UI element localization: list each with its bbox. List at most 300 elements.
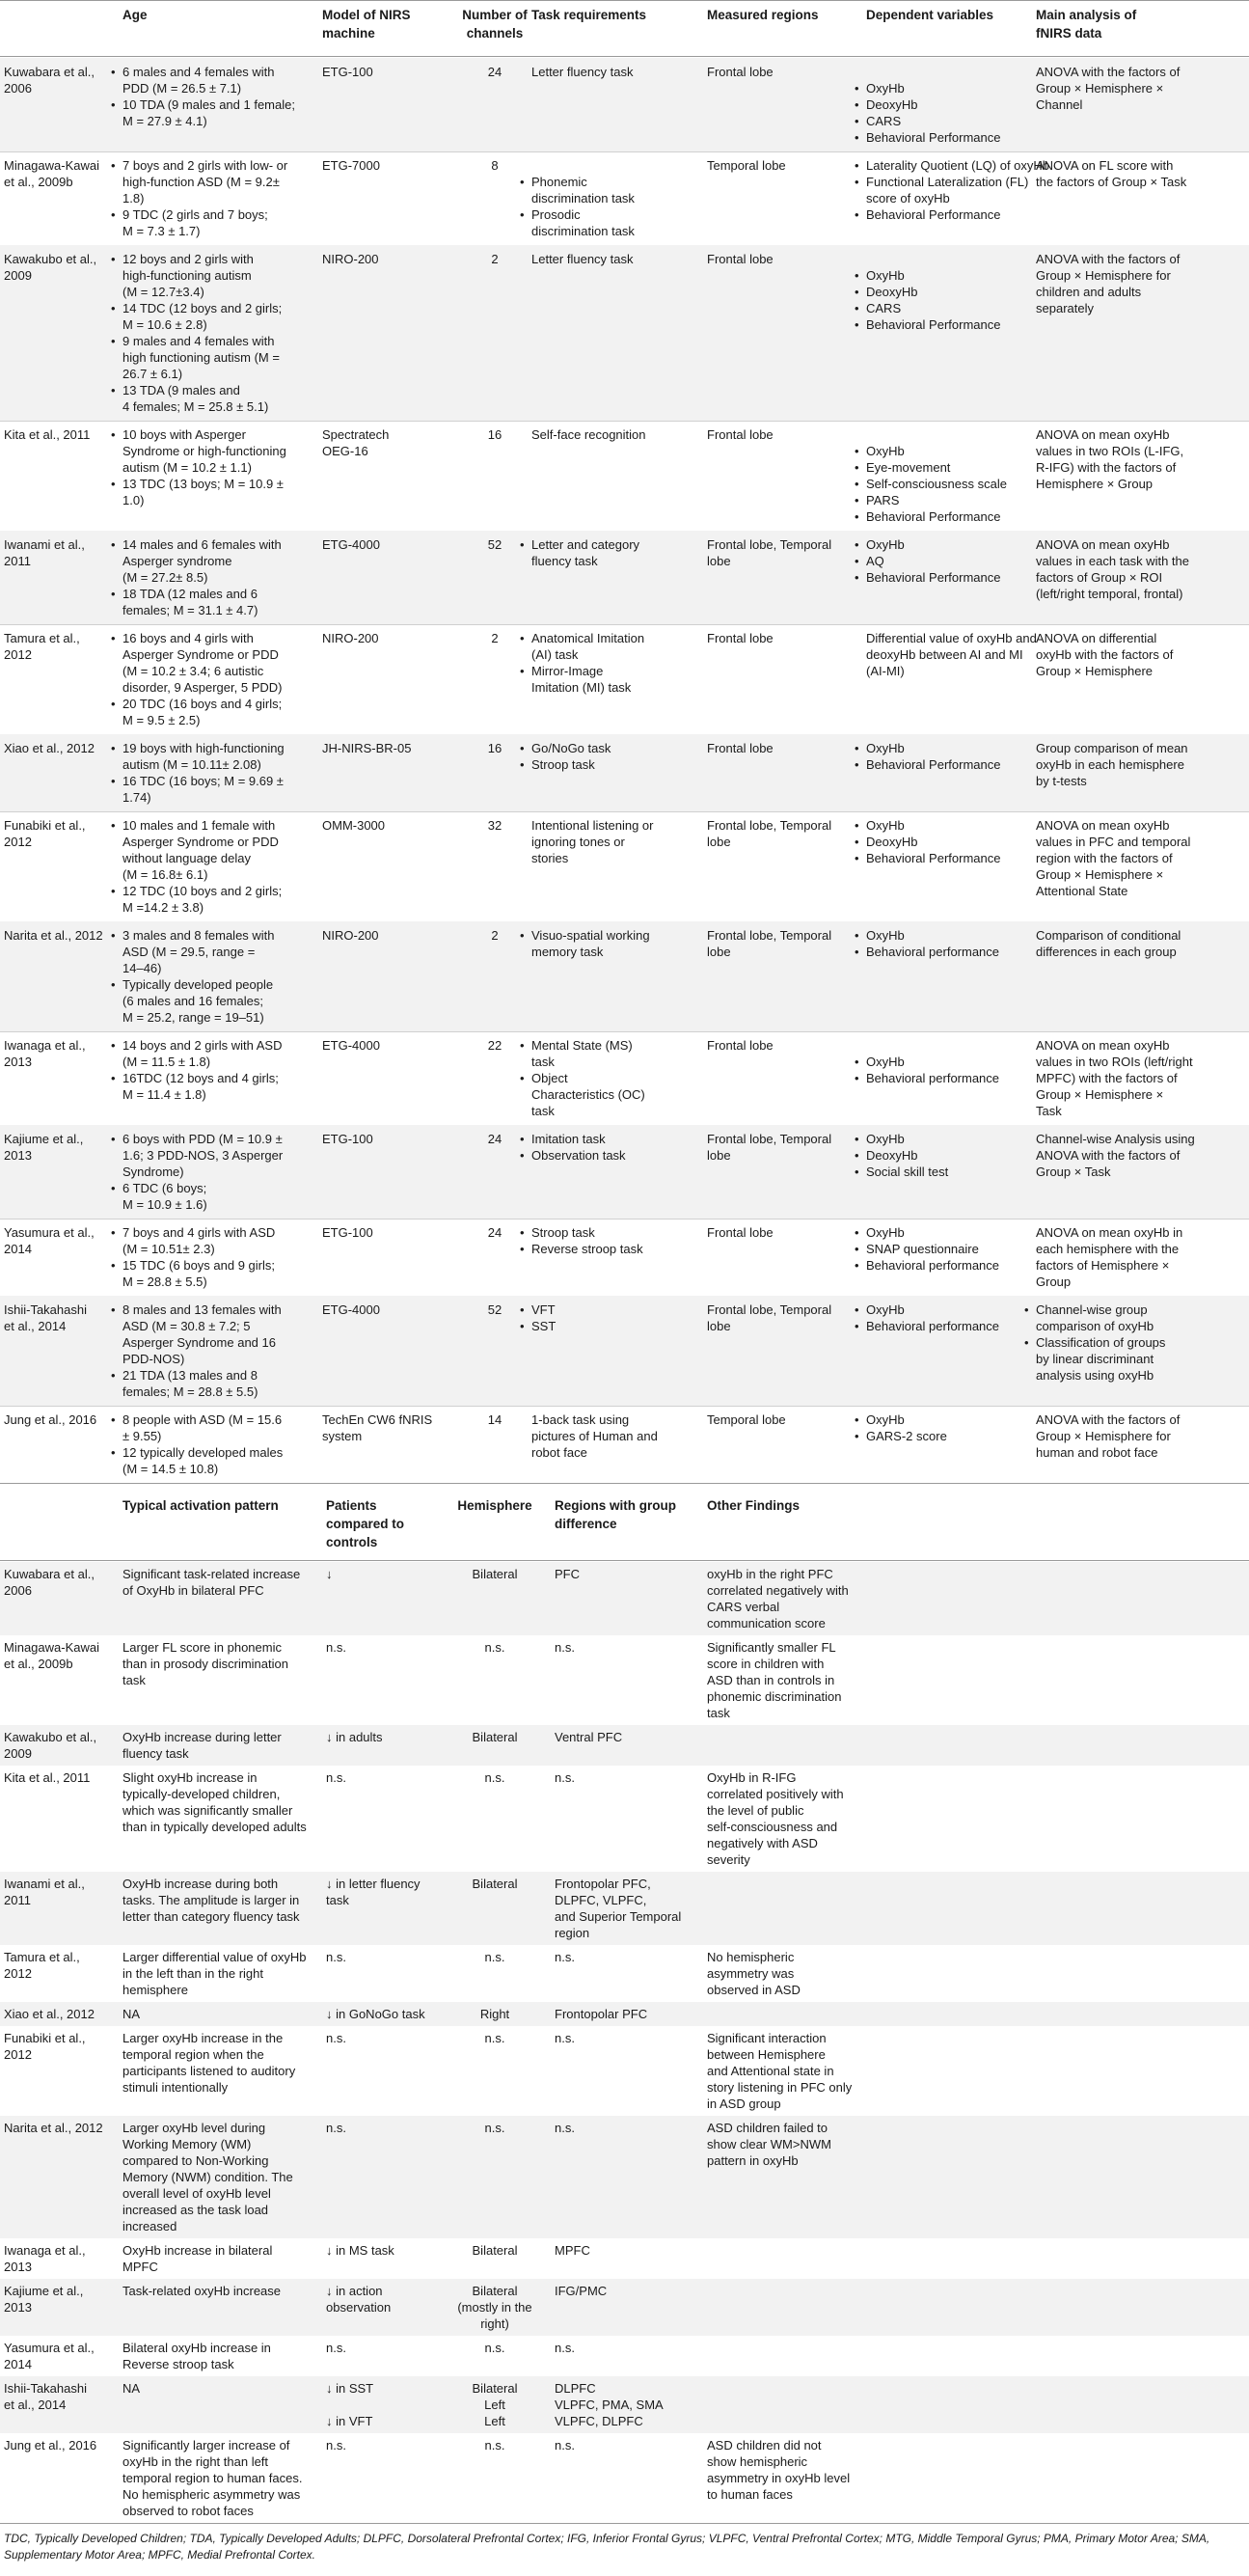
other-findings [707,1949,929,1998]
main-analysis-line: Group × Hemisphere × [1036,867,1164,882]
age-cell-bullet: • 8 people with ASD (M = 15.6 [110,1411,283,1428]
main-analysis-line: ANOVA with the factors of [1036,1412,1181,1427]
header-main-analysis [1036,6,1136,42]
study-name-line: 2013 [4,2300,32,2315]
dependent-variables-bullet: • Functional Lateralization (FL) [854,174,1049,190]
study-name [4,251,118,284]
measured-regions-line: Frontal lobe [707,631,774,645]
nirs-model [322,1411,452,1444]
patients-vs-controls [326,1729,451,1745]
dependent-variables-line [854,1037,999,1054]
study-name-line: Iwanami et al., [4,1877,85,1891]
age-cell-line: autism (M = 10.11± 2.08) [122,757,261,772]
dependent-variables-bullet: • CARS [854,300,1000,316]
dependent-variables-bullet: • Behavioral Performance [854,316,1000,333]
age-cell-bullet: • 20 TDC (16 boys and 4 girls; [110,696,282,712]
task-cell-line: Letter fluency task [531,252,634,266]
task-cell-line [519,157,635,174]
task-cell [519,630,644,696]
group-difference-regions-line: Frontopolar PFC [555,2007,648,2021]
measured-regions [707,157,861,174]
measured-regions [707,64,861,80]
age-cell-bullet: • 14 males and 6 females with [110,536,282,553]
nirs-model [322,157,452,174]
main-analysis [1036,1224,1248,1290]
patients-vs-controls [326,2380,451,2429]
age-cell-line: M = 7.3 ± 1.7) [122,224,201,238]
nirs-model-line: ETG-4000 [322,1038,380,1053]
age-cell-line: Asperger syndrome [122,554,232,568]
measured-regions [707,740,861,756]
hemisphere [447,1876,543,1892]
age-cell-bullet: • 10 males and 1 female with [110,817,282,834]
patients-vs-controls [326,2030,451,2046]
dependent-variables [854,1411,947,1444]
task-cell-line: task [531,1104,555,1118]
age-cell-line: ASD (M = 29.5, range = [122,945,256,959]
other-findings [707,1639,929,1721]
other-findings-line: show clear WM>NWM [707,2137,831,2151]
age-cell-line: 1.6; 3 PDD-NOS, 3 Asperger [122,1148,284,1163]
age-cell-line: Syndrome or high-functioning [122,444,286,458]
header-other-findings-line: Other Findings [707,1498,800,1513]
row-divider [0,1483,1249,1484]
age-cell-line: M = 25.2, range = 19–51) [122,1010,264,1025]
activation-pattern-line: of OxyHb in bilateral PFC [122,1583,264,1598]
patients-vs-controls [326,1949,451,1965]
dependent-variables-bullet: • Behavioral Performance [854,206,1049,223]
study-name [4,1131,118,1164]
task-cell-bullet: • Observation task [519,1147,626,1164]
task-cell-bullet: • Stroop task [519,756,611,773]
dependent-variables-line: score of oxyHb [866,191,950,206]
group-difference-regions-line: n.s. [555,1640,575,1655]
task-cell-bullet: • Imitation task [519,1131,626,1147]
study-name-line: Jung et al., 2016 [4,2438,97,2453]
age-cell-bullet: • 9 TDC (2 girls and 7 boys; [110,206,287,223]
age-cell-line: M = 10.9 ± 1.6) [122,1197,207,1212]
patients-vs-controls-line: observation [326,2300,392,2315]
task-cell-line: Imitation (MI) task [531,680,632,695]
nirs-model-line: OMM-3000 [322,818,386,833]
task-cell-line: memory task [531,945,604,959]
main-analysis-line: ANOVA on FL score with [1036,158,1174,173]
activation-pattern-line: fluency task [122,1746,189,1761]
nirs-model-line: OEG-16 [322,444,368,458]
study-name-line: 2009 [4,268,32,283]
activation-pattern-line: Memory (NWM) condition. The [122,2170,293,2184]
group-difference-regions-line: Frontopolar PFC, [555,1877,651,1891]
study-name [4,1729,118,1762]
hemisphere [447,2120,543,2136]
study-name-line: 2006 [4,1583,32,1598]
age-cell-line: (M = 11.5 ± 1.8) [122,1055,211,1069]
dependent-variables-bullet: • DeoxyHb [854,284,1000,300]
channel-count [453,426,536,443]
patients-vs-controls-line: ↓ in MS task [326,2243,394,2258]
activation-pattern-line: temporal region to human faces. [122,2471,303,2485]
group-difference-regions-line: DLPFC [555,2381,596,2396]
age-cell-line: (M = 10.51± 2.3) [122,1242,215,1256]
other-findings-line: No hemispheric [707,1950,795,1964]
age-cell-bullet: • 10 boys with Asperger [110,426,286,443]
nirs-model-line: system [322,1429,363,1443]
age-cell-bullet: • 12 typically developed males [110,1444,283,1461]
study-name-line: Funabiki et al., [4,818,86,833]
age-cell [110,630,282,728]
task-cell [519,740,611,773]
task-cell-bullet: • Reverse stroop task [519,1241,643,1257]
main-analysis-line: values in each task with the [1036,554,1189,568]
measured-regions-line: Frontal lobe [707,1225,774,1240]
main-analysis-line: children and adults [1036,285,1142,299]
age-cell [110,1037,282,1103]
channel-count-line: 2 [491,252,499,266]
dependent-variables-line: (AI-MI) [866,664,905,678]
age-cell [110,1411,283,1477]
other-findings [707,1566,929,1631]
study-name [4,927,118,944]
nirs-model [322,740,452,756]
age-cell-line: M = 28.8 ± 5.5) [122,1274,207,1289]
patients-vs-controls [326,1769,451,1786]
activation-pattern-line: tasks. The amplitude is larger in [122,1893,300,1907]
age-cell-line: autism (M = 10.2 ± 1.1) [122,460,252,475]
patients-vs-controls-line: ↓ [326,1567,333,1581]
dependent-variables [854,1224,999,1274]
hemisphere-line: Bilateral [472,1877,518,1891]
patients-vs-controls-line: ↓ in letter fluency [326,1877,421,1891]
age-cell [110,1224,275,1290]
age-cell-line: Asperger Syndrome or PDD [122,647,279,662]
task-cell-bullet: • Letter and category [519,536,639,553]
task-cell [519,536,639,569]
study-name [4,157,118,190]
measured-regions-line: Temporal lobe [707,1412,786,1427]
activation-pattern-line: temporal region when the [122,2047,264,2062]
age-cell-line: females; M = 31.1 ± 4.7) [122,603,258,617]
other-findings-line: Significantly smaller FL [707,1640,836,1655]
age-cell [110,817,282,916]
header-task-line: Task requirements [531,8,647,22]
header-patients-vs-controls-line: compared to [326,1517,405,1531]
hemisphere [447,2380,543,2429]
measured-regions-line: Frontal lobe [707,1038,774,1053]
dependent-variables-bullet: • SNAP questionnaire [854,1241,999,1257]
age-cell-bullet: • 19 boys with high-functioning [110,740,285,756]
main-analysis [1036,64,1248,113]
row-divider [0,0,1249,1]
measured-regions-line: Frontal lobe [707,65,774,79]
other-findings-line: negatively with ASD [707,1836,818,1850]
channel-count-line: 24 [487,65,502,79]
dependent-variables-bullet: • OxyHb [854,80,1000,96]
study-name-line: Narita et al., 2012 [4,2121,103,2135]
patients-vs-controls [326,2120,451,2136]
dependent-variables [854,740,1000,773]
patients-vs-controls-line: ↓ in VFT [326,2414,373,2428]
group-difference-regions [555,2030,704,2046]
nirs-model [322,64,452,80]
study-name [4,817,118,850]
task-cell [531,426,700,443]
age-cell-line: 1.74) [122,790,151,805]
age-cell [110,1302,282,1400]
hemisphere [447,1639,543,1656]
header-patients-vs-controls-line: controls [326,1535,378,1549]
task-cell-line: Intentional listening or [531,818,654,833]
nirs-model [322,1224,452,1241]
main-analysis-line: values in two ROIs (left/right [1036,1055,1193,1069]
row-divider [0,811,1249,812]
patients-vs-controls [326,2437,451,2453]
nirs-model [322,927,452,944]
other-findings-line: asymmetry in oxyHb level [707,2471,851,2485]
activation-pattern-line: Larger oxyHb increase in the [122,2031,284,2045]
activation-pattern-line: participants listened to auditory [122,2064,296,2078]
activation-pattern [122,2030,320,2096]
activation-pattern-line: hemisphere [122,1983,188,1997]
age-cell [110,64,295,129]
task-cell-line: (AI) task [531,647,579,662]
dependent-variables-bullet: • OxyHb [854,1411,947,1428]
main-analysis-line: oxyHb in each hemisphere [1036,757,1184,772]
other-findings [707,2120,929,2169]
patients-vs-controls [326,2242,451,2259]
dependent-variables [854,927,999,960]
nirs-model [322,630,452,646]
main-analysis-line: ANOVA on mean oxyHb [1036,537,1170,552]
hemisphere-line: (mostly in the [457,2300,532,2315]
dependent-variables-bullet: • DeoxyHb [854,1147,948,1164]
patients-vs-controls-line: n.s. [326,2438,346,2453]
activation-pattern [122,2242,320,2275]
other-findings-line: score in children with [707,1657,825,1671]
group-difference-regions [555,1639,704,1656]
study-name [4,536,118,569]
other-findings-line: phonemic discrimination [707,1689,842,1704]
age-cell-line: M = 9.5 ± 2.5) [122,713,201,727]
dependent-variables-bullet: • Behavioral Performance [854,569,1000,586]
nirs-model-line: ETG-100 [322,1225,373,1240]
task-cell-bullet: • SST [519,1318,556,1334]
nirs-model-line: ETG-4000 [322,537,380,552]
main-analysis-line: Group comparison of mean [1036,741,1188,755]
group-difference-regions [555,1769,704,1786]
activation-pattern-line: Larger oxyHb level during [122,2121,266,2135]
main-analysis [1036,251,1248,316]
age-cell-bullet: • 16 TDC (16 boys; M = 9.69 ± [110,773,285,789]
main-analysis-line: ANOVA on differential [1036,631,1157,645]
study-name [4,2120,118,2136]
dependent-variables-line [854,64,1000,80]
activation-pattern-line: letter than category fluency task [122,1909,300,1924]
hemisphere-line: n.s. [484,1640,505,1655]
patients-vs-controls-line: ↓ in SST [326,2381,374,2396]
activation-pattern [122,1639,320,1688]
activation-pattern-line: OxyHb increase in bilateral [122,2243,273,2258]
dependent-variables-bullet: • OxyHb [854,536,1000,553]
age-cell-bullet: • Typically developed people [110,976,275,993]
study-name [4,64,118,96]
hemisphere-line: Left [484,2398,505,2412]
row-divider [0,1031,1249,1032]
study-name [4,1037,118,1070]
channel-count-line: 14 [487,1412,502,1427]
age-cell-bullet: • 9 males and 4 females with [110,333,282,349]
age-cell-bullet: • 6 males and 4 females with [110,64,295,80]
dependent-variables-bullet: • Eye-movement [854,459,1007,476]
study-name-line: Funabiki et al., [4,2031,86,2045]
study-name-line: et al., 2009b [4,175,73,189]
main-analysis-line: Group × Hemisphere × [1036,1087,1164,1102]
hemisphere-line: Bilateral [472,1730,518,1744]
activation-pattern-line: overall level of oxyHb level [122,2186,271,2201]
study-name [4,2242,118,2275]
dependent-variables-bullet: • GARS-2 score [854,1428,947,1444]
hemisphere-line: n.s. [484,2031,505,2045]
main-analysis-line: each hemisphere with the [1036,1242,1180,1256]
measured-regions [707,1302,861,1334]
patients-vs-controls-line: ↓ in action [326,2284,383,2298]
task-cell [519,1224,643,1257]
activation-pattern-line: than in prosody discrimination [122,1657,288,1671]
activation-pattern-line: Larger FL score in phonemic [122,1640,282,1655]
main-analysis-line: Group × Hemisphere [1036,664,1154,678]
header-patients-vs-controls-line: Patients [326,1498,377,1513]
measured-regions [707,1411,861,1428]
study-name-line: 2006 [4,81,32,96]
nirs-model [322,251,452,267]
study-name [4,1302,118,1334]
other-findings-line: task [707,1706,730,1720]
age-cell-line: PDD-NOS) [122,1352,185,1366]
header-activation-pattern-line: Typical activation pattern [122,1498,279,1513]
patients-vs-controls [326,1566,451,1582]
header-dependent-variables-line: Dependent variables [866,8,994,22]
study-name-line: 2014 [4,1242,32,1256]
dependent-variables-line: Differential value of oxyHb and [866,631,1037,645]
activation-pattern [122,2340,320,2372]
study-name-line: Xiao et al., 2012 [4,2007,95,2021]
task-cell-bullet: • Stroop task [519,1224,643,1241]
activation-pattern [122,1949,320,1998]
group-difference-regions [555,1566,704,1582]
study-name-line: 2013 [4,2260,32,2274]
nirs-model [322,1302,452,1318]
task-cell-bullet: • Prosodic [519,206,635,223]
dependent-variables-bullet: • Self-consciousness scale [854,476,1007,492]
study-name-line: Kawakubo et al., [4,1730,97,1744]
hemisphere-line: Bilateral [472,2381,518,2396]
other-findings-line: communication score [707,1616,826,1631]
study-name-line: et al., 2009b [4,1657,73,1671]
nirs-model-line: TechEn CW6 fNRIS [322,1412,433,1427]
study-name-line: 2014 [4,2357,32,2371]
patients-vs-controls-line [326,2397,451,2413]
group-difference-regions-line: n.s. [555,1770,575,1785]
activation-pattern-line: MPFC [122,2260,158,2274]
dependent-variables [854,817,1000,866]
study-name-line: et al., 2014 [4,2398,67,2412]
group-difference-regions [555,2283,704,2299]
dependent-variables [866,630,1035,679]
hemisphere [447,2030,543,2046]
age-cell-line: ASD (M = 30.8 ± 7.2; 5 [122,1319,251,1333]
age-cell-line: 1.8) [122,191,145,206]
activation-pattern-line: Larger differential value of oxyHb [122,1950,307,1964]
age-cell-bullet: • 21 TDA (13 males and 8 [110,1367,282,1384]
main-analysis-line: ANOVA on mean oxyHb [1036,427,1170,442]
activation-pattern-line: Task-related oxyHb increase [122,2284,282,2298]
study-name [4,1411,118,1428]
main-analysis-line: Group × Hemisphere for [1036,268,1171,283]
dependent-variables [854,251,1000,333]
group-difference-regions-line: n.s. [555,2438,575,2453]
header-task [531,6,646,24]
dependent-variables-bullet: • OxyHb [854,817,1000,834]
main-analysis-line: (left/right temporal, frontal) [1036,587,1183,601]
main-analysis-line: by linear discriminant [1036,1352,1154,1366]
study-name-line: Xiao et al., 2012 [4,741,95,755]
hemisphere-line: n.s. [484,1770,505,1785]
measured-regions-line: Frontal lobe, Temporal [707,818,832,833]
dependent-variables-bullet: • Behavioral Performance [854,850,1000,866]
study-name-line: 2013 [4,1148,32,1163]
age-cell-line: 26.7 ± 6.1) [122,367,183,381]
dependent-variables-bullet: • Behavioral performance [854,1257,999,1274]
study-name-line: et al., 2014 [4,1319,67,1333]
age-cell-line: Syndrome) [122,1165,184,1179]
activation-pattern [122,1729,320,1762]
group-difference-regions-line: region [555,1926,590,1940]
other-findings-line: in ASD group [707,2096,781,2111]
hemisphere [447,2283,543,2332]
dependent-variables-bullet: • Behavioral Performance [854,129,1000,146]
study-name-line: 2011 [4,554,31,568]
nirs-model [322,536,452,553]
header-hemisphere [453,1496,536,1515]
main-analysis-line: by t-tests [1036,774,1087,788]
channel-count [453,1411,536,1428]
channel-count-line: 24 [487,1225,502,1240]
activation-pattern-line: No hemispheric asymmetry was [122,2487,301,2502]
main-analysis-line: separately [1036,301,1094,315]
measured-regions [707,1224,861,1241]
task-cell-bullet: • Object [519,1070,645,1086]
group-difference-regions-line: n.s. [555,2341,575,2355]
hemisphere [447,1769,543,1786]
study-name-line: Jung et al., 2016 [4,1412,97,1427]
row-divider [0,2523,1249,2524]
age-cell-line: (M = 10.2 ± 3.4; 6 autistic [122,664,264,678]
patients-vs-controls-line: n.s. [326,2341,346,2355]
study-name [4,2283,118,2316]
dependent-variables-bullet: • AQ [854,553,1000,569]
dependent-variables [854,1037,999,1086]
nirs-model-line: ETG-4000 [322,1302,380,1317]
header-channels [453,6,536,42]
dependent-variables [854,426,1007,525]
measured-regions-line: Temporal lobe [707,158,786,173]
patients-vs-controls [326,2283,451,2316]
nirs-model [322,817,452,834]
measured-regions-line: lobe [707,1148,731,1163]
study-name-line: Iwanami et al., [4,537,85,552]
dependent-variables-bullet: • DeoxyHb [854,834,1000,850]
main-analysis-line: ANOVA with the factors of [1036,65,1181,79]
study-name-line: Yasumura et al., [4,1225,95,1240]
